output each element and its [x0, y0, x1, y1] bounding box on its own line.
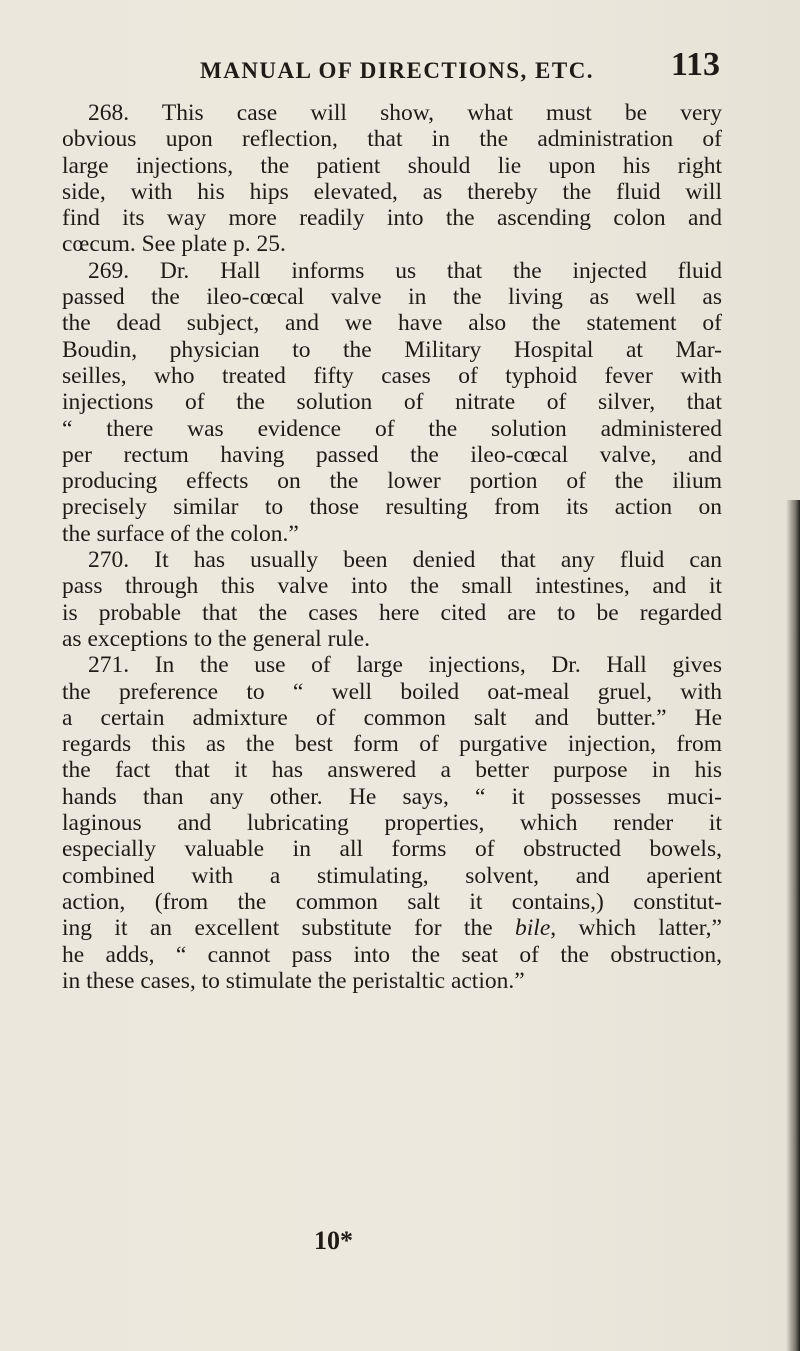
body-text — [62, 100, 722, 994]
text-line: “ there was evidence of the solution administered — [62, 415, 722, 442]
text-line: as exceptions to the general rule. — [62, 625, 370, 652]
text-line: the preference to “ well boiled oat-meal gruel, with — [62, 678, 722, 705]
text-line: 270. It has usually been denied that any fluid can — [88, 547, 722, 574]
text-line: the surface of the colon.” — [62, 520, 299, 547]
text-line: in these cases, to stimulate the peristaltic action.” — [62, 967, 525, 994]
text-line: side, with his hips elevated, as thereby the fluid will — [62, 178, 722, 205]
text-line: Boudin, physician to the Military Hospital at Mar- — [62, 336, 722, 363]
text-line: is probable that the cases here cited are to be regarded — [62, 599, 722, 626]
text-line: cœcum. See plate p. 25. — [62, 231, 286, 258]
emphasized-word: bile — [515, 915, 551, 942]
text-line: obvious upon reflection, that in the administration of — [62, 126, 722, 153]
text-line: hands than any other. He says, “ it possesses muci- — [62, 783, 722, 810]
signature-mark: 10* — [314, 1226, 353, 1255]
running-title: MANUAL OF DIRECTIONS, ETC. — [200, 58, 595, 83]
text-line: the fact that it has answered a better purpose in his — [62, 757, 722, 784]
page-header — [200, 40, 720, 90]
text-line: 271. In the use of large injections, Dr. Hall gives — [88, 652, 722, 679]
text-line: injections of the solution of nitrate of silver, that — [62, 389, 722, 416]
text-line: a certain admixture of common salt and butter.” He — [62, 704, 722, 731]
text-line: 269. Dr. Hall informs us that the injected fluid — [88, 257, 722, 284]
text-line: large injections, the patient should lie upon his right — [62, 152, 722, 179]
text-line: precisely similar to those resulting from its action on — [62, 494, 722, 521]
text-line: per rectum having passed the ileo-cœcal valve, and — [62, 441, 722, 468]
text-line: ing it an excellent substitute for the bile, which latter,” — [62, 915, 722, 942]
text-line: passed the ileo-cœcal valve in the living as well as — [62, 284, 722, 311]
page-number: 113 — [670, 46, 720, 83]
text-line: regards this as the best form of purgative injection, from — [62, 731, 722, 758]
text-line: 268. This case will show, what must be very — [88, 100, 722, 126]
text-line: laginous and lubricating properties, which render it — [62, 810, 722, 837]
text-line: action, (from the common salt it contains,) constitut- — [62, 888, 722, 915]
binding-shadow — [786, 500, 800, 1351]
text-line: producing effects on the lower portion of the ilium — [62, 468, 722, 495]
text-line: especially valuable in all forms of obstructed bowels, — [62, 836, 722, 863]
text-line: combined with a stimulating, solvent, and aperient — [62, 862, 722, 889]
text-line: the dead subject, and we have also the statement of — [62, 310, 722, 337]
text-line: find its way more readily into the ascending colon and — [62, 205, 722, 232]
text-line: pass through this valve into the small intestines, and it — [62, 573, 722, 600]
text-line: seilles, who treated fifty cases of typhoid fever with — [62, 362, 722, 389]
text-line: he adds, “ cannot pass into the seat of the obstruction, — [62, 941, 722, 968]
